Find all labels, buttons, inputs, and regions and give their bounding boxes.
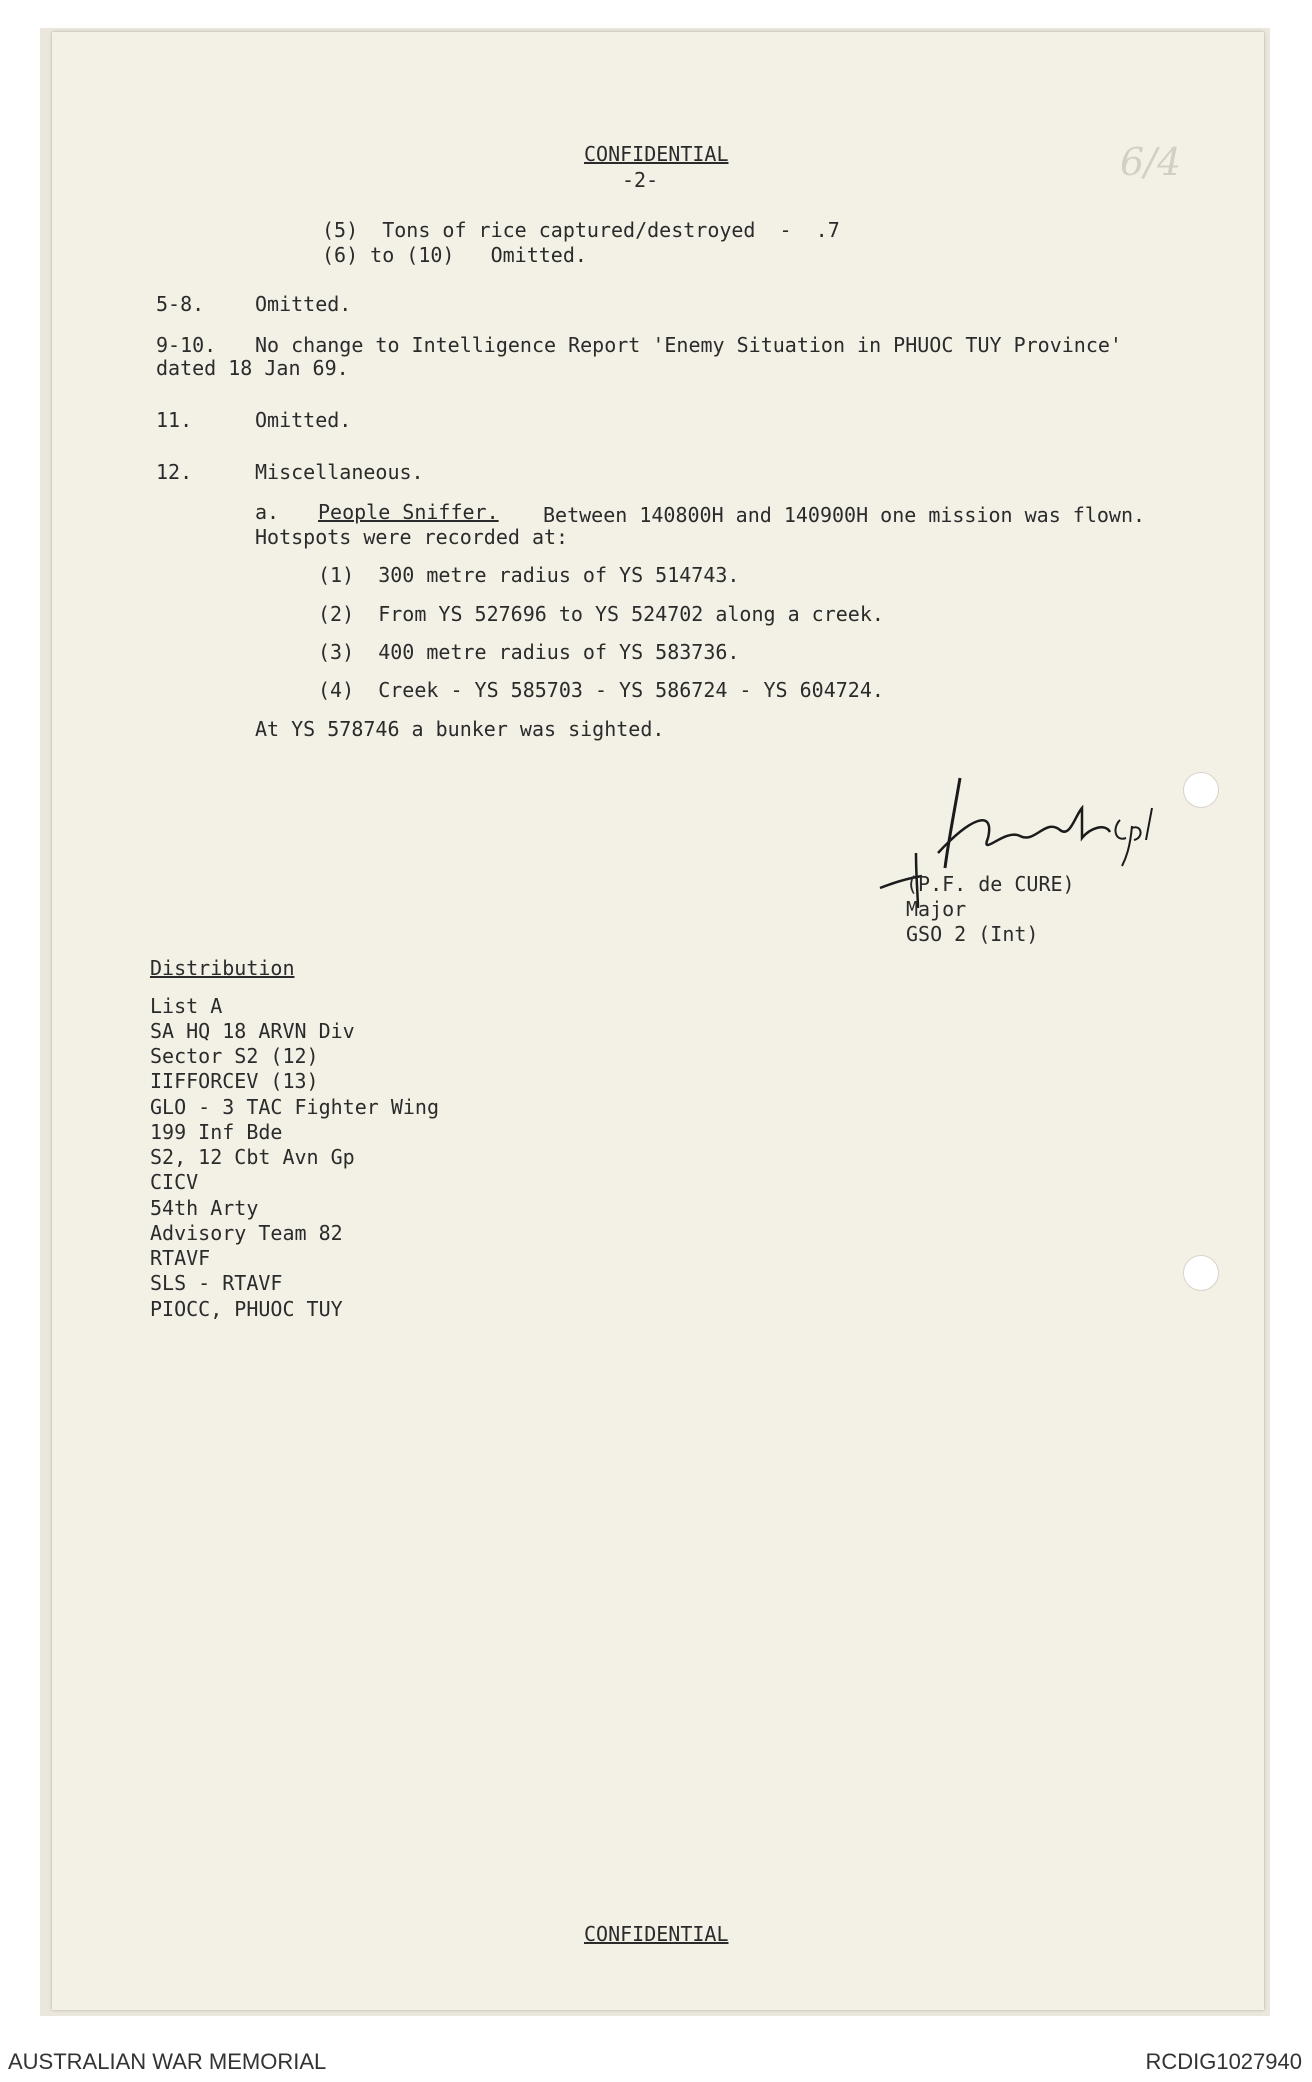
distribution-item: GLO - 3 TAC Fighter Wing — [150, 1095, 439, 1119]
section-9-10-line2: dated 18 Jan 69. — [156, 356, 349, 380]
section-9-10-number: 9-10. — [156, 333, 217, 357]
archive-reference: RCDIG1027940 — [1145, 2049, 1302, 2074]
hotspot-3: (3) 400 metre radius of YS 583736. — [318, 640, 740, 664]
distribution-item: Sector S2 (12) — [150, 1044, 319, 1068]
hotspot-1: (1) 300 metre radius of YS 514743. — [318, 563, 740, 587]
punch-hole — [1183, 1255, 1219, 1291]
distribution-item: 199 Inf Bde — [150, 1120, 283, 1144]
item-5-line: (5) Tons of rice captured/destroyed - .7 — [322, 218, 840, 242]
section-9-10-line1: No change to Intelligence Report 'Enemy Situation in PHUOC TUY Province' — [255, 333, 1122, 357]
section-5-8-number: 5-8. — [156, 292, 205, 316]
signatory-rank: Major — [906, 897, 967, 921]
section-11-number: 11. — [156, 408, 193, 432]
section-12-title: Miscellaneous. — [255, 460, 424, 484]
pencil-annotation: 6/4 — [1120, 140, 1182, 184]
distribution-item: RTAVF — [150, 1246, 211, 1270]
distribution-item: IIFFORCEV (13) — [150, 1069, 319, 1093]
distribution-item: S2, 12 Cbt Avn Gp — [150, 1145, 355, 1169]
section-12-number: 12. — [156, 460, 193, 484]
distribution-item: SLS - RTAVF — [150, 1271, 283, 1295]
archive-institution: AUSTRALIAN WAR MEMORIAL — [8, 2049, 327, 2074]
subsection-a-text: Between 140800H and 140900H one mission was flown. — [543, 503, 1146, 527]
item-6-10-line: (6) to (10) Omitted. — [322, 243, 587, 267]
section-11-text: Omitted. — [255, 408, 352, 432]
hotspots-intro: Hotspots were recorded at: — [255, 525, 569, 549]
hotspot-2: (2) From YS 527696 to YS 524702 along a creek. — [318, 602, 884, 626]
distribution-item: PIOCC, PHUOC TUY — [150, 1297, 343, 1321]
classification-footer: CONFIDENTIAL — [584, 1922, 729, 1946]
distribution-item: SA HQ 18 ARVN Div — [150, 1019, 355, 1043]
page-number: -2- — [622, 168, 659, 192]
handwritten-signature — [820, 758, 1180, 928]
distribution-item: Advisory Team 82 — [150, 1221, 343, 1245]
distribution-title: Distribution — [150, 956, 295, 980]
subsection-a-letter: a. — [255, 500, 280, 524]
bunker-sighting: At YS 578746 a bunker was sighted. — [255, 717, 665, 741]
signatory-appointment: GSO 2 (Int) — [906, 922, 1039, 946]
distribution-item: CICV — [150, 1170, 199, 1194]
distribution-item: 54th Arty — [150, 1196, 259, 1220]
hotspot-4: (4) Creek - YS 585703 - YS 586724 - YS 604724. — [318, 678, 884, 702]
section-5-8-text: Omitted. — [255, 292, 352, 316]
subsection-a-title: People Sniffer. — [318, 500, 499, 524]
punch-hole — [1183, 772, 1219, 808]
distribution-item: List A — [150, 994, 223, 1018]
signatory-name: (P.F. de CURE) — [906, 872, 1075, 896]
classification-header: CONFIDENTIAL — [584, 142, 729, 166]
